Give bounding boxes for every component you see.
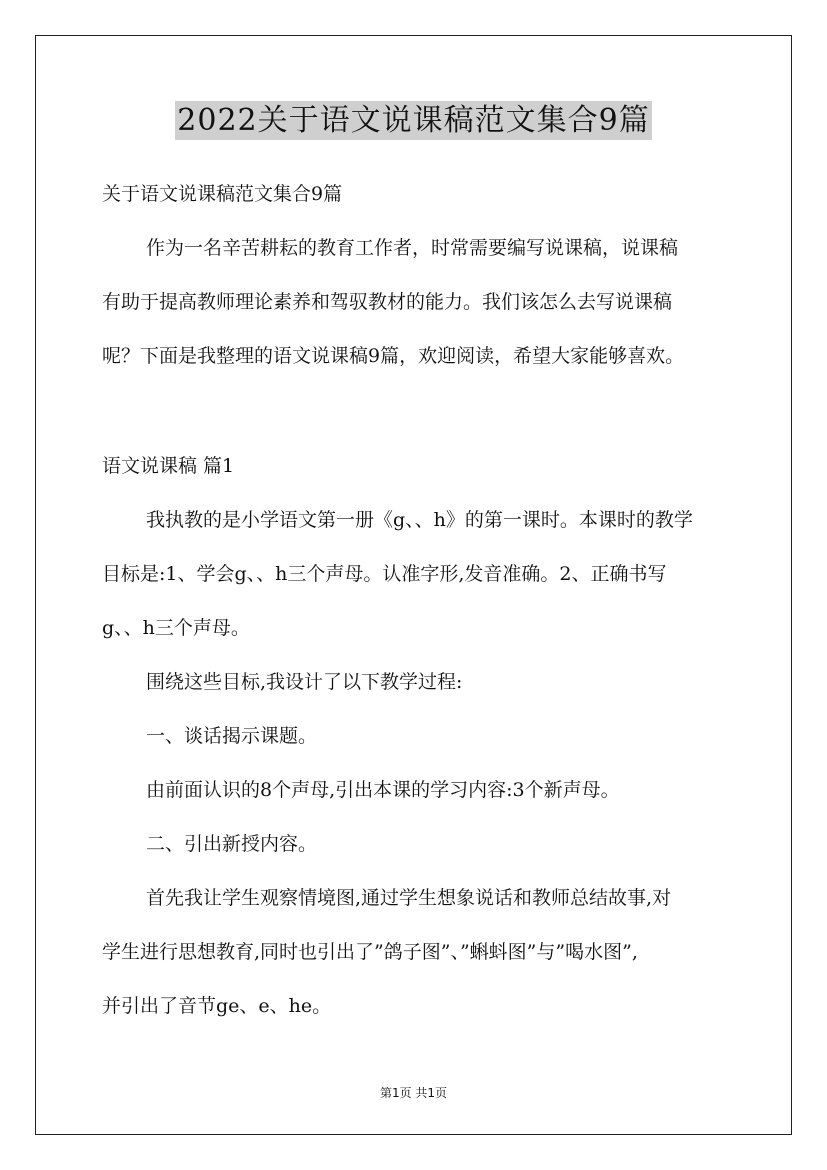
body-line: 由前面认识的8个声母,引出本课的学习内容:3个新声母。 (146, 779, 620, 801)
body-line: 并引出了音节ge、e、he。 (102, 995, 332, 1017)
document-title: 2022关于语文说课稿范文集合9篇 (177, 103, 650, 138)
body-line: g、、h三个声母。 (102, 617, 250, 639)
body-line: 二、引出新授内容。 (146, 833, 318, 855)
body-line: 目标是:1、学会g、、h三个声母。认准字形,发音准确。2、正确书写 (102, 563, 667, 585)
body-line: 围绕这些目标,我设计了以下教学过程: (146, 671, 463, 693)
page-footer: 第1页 共1页 (379, 1086, 448, 1100)
body-line: 首先我让学生观察情境图,通过学生想象说话和教师总结故事,对 (146, 887, 672, 909)
document-subtitle: 关于语文说课稿范文集合9篇 (102, 183, 343, 205)
intro-line: 呢？下面是我整理的语文说课稿9篇，欢迎阅读，希望大家能够喜欢。 (102, 345, 685, 367)
body-line: 学生进行思想教育,同时也引出了”鸽子图”、”蝌蚪图”与”喝水图”, (102, 941, 638, 963)
document-title-block (0, 100, 827, 142)
body-line: 一、谈话揭示课题。 (146, 725, 318, 747)
section-heading: 语文说课稿 篇1 (102, 455, 235, 477)
intro-line: 有助于提高教师理论素养和驾驭教材的能力。我们该怎么去写说课稿 (102, 291, 673, 313)
body-line: 我执教的是小学语文第一册《g、、h》的第一课时。本课时的教学 (146, 509, 693, 531)
intro-line: 作为一名辛苦耕耘的教育工作者，时常需要编写说课稿，说课稿 (146, 237, 679, 259)
